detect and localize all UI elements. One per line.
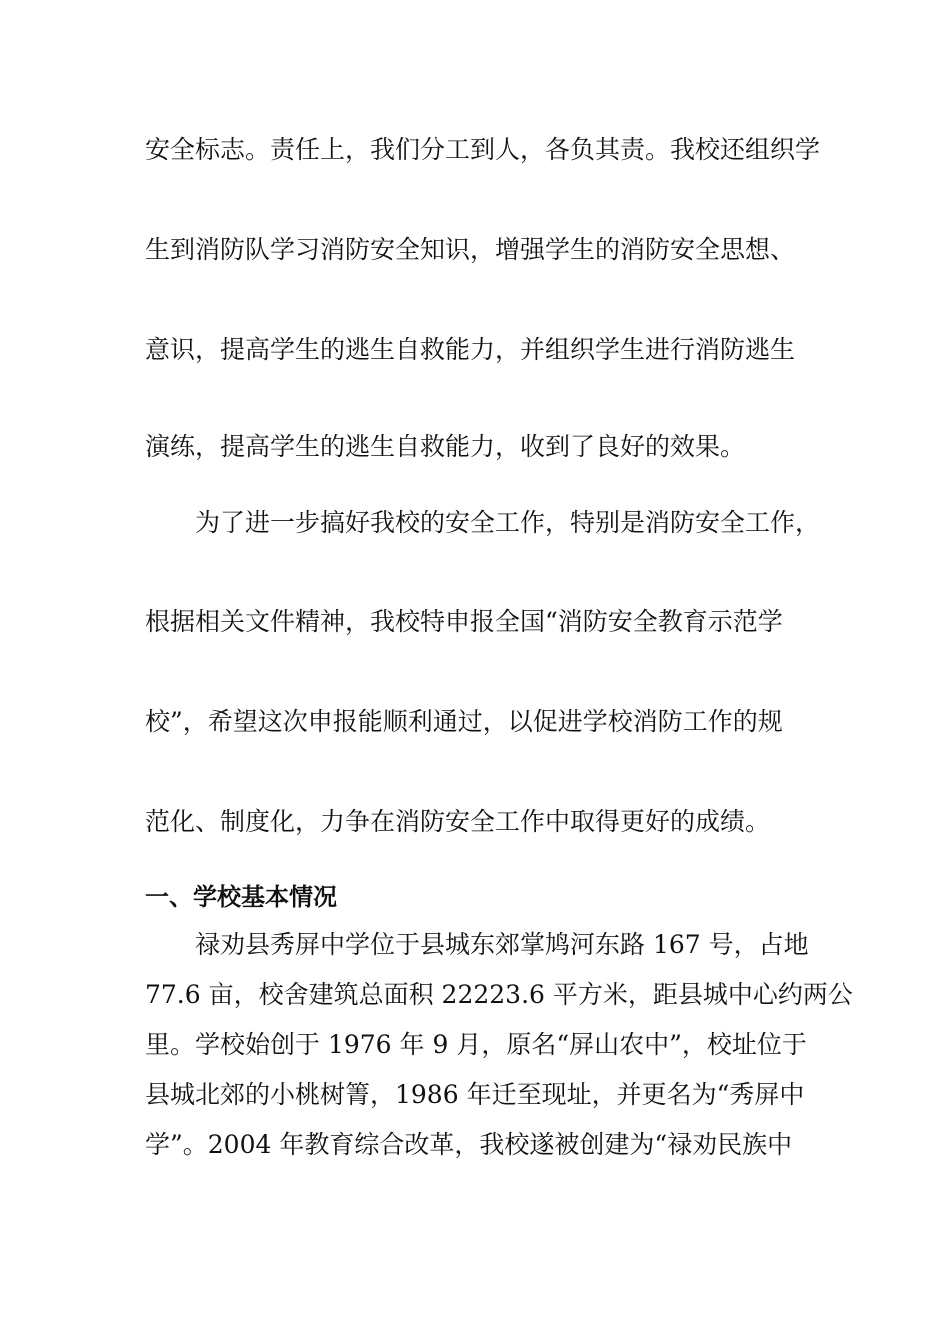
text-line: 意识，提高学生的逃生自救能力，并组织学生进行消防逃生 <box>145 335 796 364</box>
text-line: 为了进一步搞好我校的安全工作，特别是消防安全工作， <box>195 508 821 537</box>
text-line: 县城北郊的小桃树箐，1986 年迁至现址，并更名为“秀屏中 <box>145 1080 805 1109</box>
text-line: 禄劝县秀屏中学位于县城东郊掌鸠河东路 167 号，占地 <box>195 930 809 959</box>
text-line: 77.6 亩，校舍建筑总面积 22223.6 平方米，距县城中心约两公 <box>145 980 853 1009</box>
text-line: 学”。2004 年教育综合改革，我校遂被创建为“禄劝民族中 <box>145 1130 793 1159</box>
text-line: 生到消防队学习消防安全知识，增强学生的消防安全思想、 <box>145 235 796 264</box>
text-line: 安全标志。责任上，我们分工到人，各负其责。我校还组织学 <box>145 135 821 164</box>
section-heading: 一、学校基本情况 <box>145 883 337 911</box>
text-line: 校”，希望这次申报能顺利通过，以促进学校消防工作的规 <box>145 707 783 736</box>
text-line: 根据相关文件精神，我校特申报全国“消防安全教育示范学 <box>145 607 783 636</box>
text-line: 演练，提高学生的逃生自救能力，收到了良好的效果。 <box>145 432 746 461</box>
text-line: 里。学校始创于 1976 年 9 月，原名“屏山农中”，校址位于 <box>145 1030 807 1059</box>
text-line: 范化、制度化，力争在消防安全工作中取得更好的成绩。 <box>145 807 771 836</box>
